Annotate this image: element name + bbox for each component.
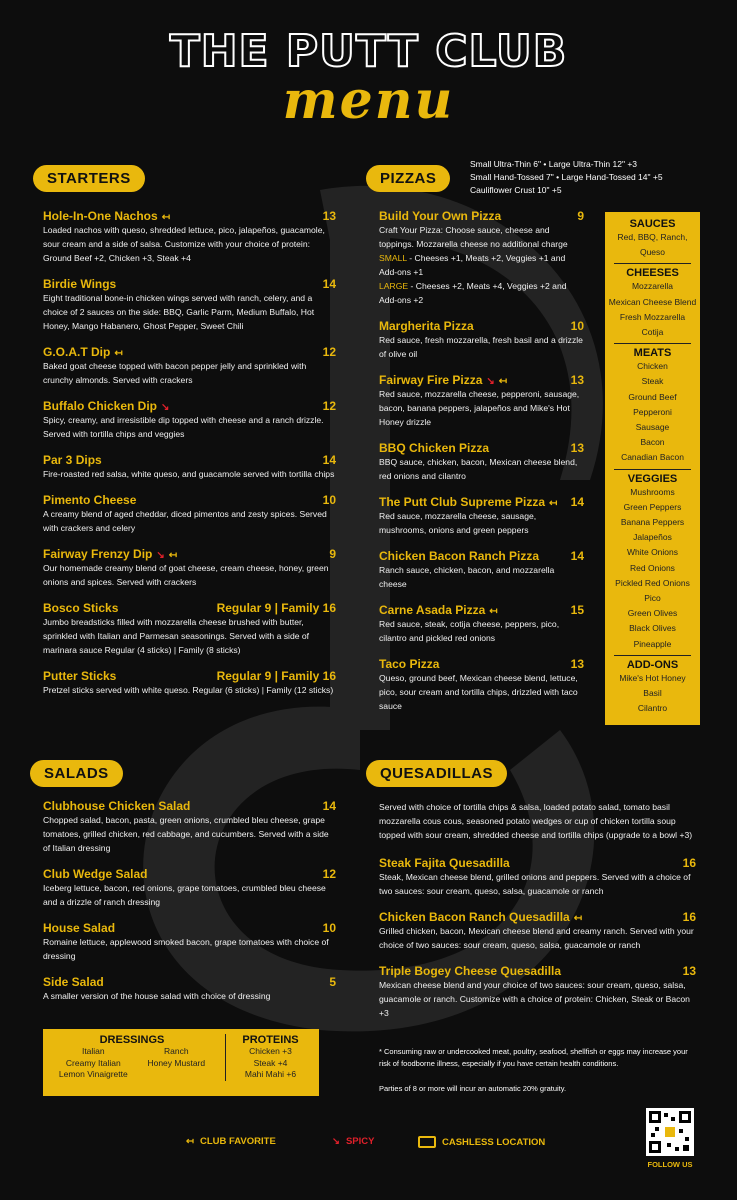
legend-spicy: ↘ SPICY [332, 1136, 375, 1147]
list-item [379, 319, 584, 361]
item-name-text: Chicken Bacon Ranch Pizza [379, 549, 540, 563]
item-price: 13 [570, 657, 584, 671]
topping-option: Red Onions [630, 562, 675, 573]
item-description: A smaller version of the house salad with choice of dressing [43, 991, 271, 1001]
item-name-text: G.O.A.T Dip [43, 345, 111, 359]
item-header [43, 975, 336, 989]
item-price: 14 [570, 549, 584, 563]
section-label-starters: STARTERS [33, 165, 145, 192]
list-item [43, 399, 336, 441]
item-name-text: Carne Asada Pizza [379, 603, 486, 617]
item-name-text: BBQ Chicken Pizza [379, 441, 490, 455]
topping-option: Black Olives [629, 623, 676, 634]
golf-flag-icon: ↤ [549, 498, 558, 509]
item-description: Steak, Mexican cheese blend, grilled onions and peppers. Served with a choice of two sauces: sour cream, queso, salsa, guacamole or ranch [379, 872, 691, 896]
food-safety-disclaimer: * Consuming raw or undercooked meat, poultry, seafood, shellfish or eggs may increase your risk of foodborne illness, especially if you have certain health conditions. [379, 1047, 688, 1068]
item-name-text: Hole-In-One Nachos [43, 209, 158, 223]
item-price: 14 [570, 495, 584, 509]
item-description: BBQ sauce, chicken, bacon, Mexican cheese blend, red onions and cilantro [379, 457, 578, 481]
legend-cashless: CASHLESS LOCATION [418, 1136, 545, 1148]
golf-flag-icon: ↤ [161, 212, 171, 223]
topping-option: Mozzarella [631, 281, 674, 292]
dressings-left: Italian Creamy Italian Lemon Vinaigrette [58, 1046, 128, 1079]
item-name [43, 453, 102, 467]
item-header [379, 441, 584, 455]
item-name [379, 603, 498, 617]
item-name [43, 399, 169, 413]
item-header [43, 921, 336, 935]
follow-us-label: FOLLOW US [647, 1160, 693, 1169]
list-item [43, 277, 336, 333]
item-description: Loaded nachos with queso, shredded lettuce, pico, jalapeños, guacamole, sour cream and a side of salsa. Customize with your choice of protein: Ground Beef +2, Chicken +3, Steak +4 [43, 225, 325, 263]
item-price: Regular 9 | Family 16 [216, 669, 336, 683]
list-item [379, 964, 696, 1020]
item-description: Eight traditional bone-in chicken wings served with ranch, celery, and a choice of 2 sauces on the side: BBQ, Garlic Parm, Medium Buffalo, Hot Honey, Mango Habanero, Ghost Pepper, Sweet Chili [43, 293, 315, 331]
dressings-proteins-box [43, 1029, 319, 1096]
list-item [43, 601, 336, 657]
topping-option: White Onions [626, 547, 679, 558]
item-name [43, 975, 104, 989]
topping-option: Pepperoni [633, 406, 672, 417]
size-pricing-small: SMALL - Cheeses +1, Meats +2, Veggies +1 and Add-ons +1 [379, 253, 566, 277]
toppings-heading: SAUCES [629, 218, 676, 230]
quesadillas-intro: Served with choice of tortilla chips & salsa, loaded potato salad, tomato basil mozzarella cous cous, seasoned potato wedges or cup of chicken tortilla soup topped with sour cream, shredded cheese and tortilla chips (upgrade to a bowl +3) [379, 802, 693, 840]
item-header [43, 601, 336, 615]
item-name [379, 319, 474, 333]
item-price: 16 [682, 856, 696, 870]
topping-option: Ground Beef [628, 391, 677, 402]
item-header [43, 799, 336, 813]
item-name-text: Birdie Wings [43, 277, 117, 291]
item-name [379, 549, 539, 563]
golf-flag-icon: ↤ [489, 606, 498, 617]
list-item [379, 373, 584, 429]
item-header [43, 493, 336, 507]
item-header [379, 657, 584, 671]
list-item [379, 441, 584, 483]
chili-pepper-icon: ↘ [156, 550, 165, 561]
item-name [43, 867, 147, 881]
item-description: Our homemade creamy blend of goat cheese, cream cheese, honey, green onions and spices. Served with crackers [43, 563, 329, 587]
item-header [379, 495, 584, 509]
size-pricing-large: LARGE - Cheeses +2, Meats +4, Veggies +2 and Add-ons +2 [379, 281, 567, 305]
item-description: Baked goat cheese topped with bacon pepper jelly and sprinkled with crunchy almonds. Served with crackers [43, 361, 307, 385]
list-item [43, 975, 336, 1003]
credit-card-icon [418, 1136, 436, 1148]
item-price: 10 [570, 319, 584, 333]
item-price: 13 [322, 209, 336, 223]
topping-option: Mike's Hot Honey [619, 672, 686, 683]
item-header [43, 345, 336, 359]
page-subtitle: menu [282, 70, 455, 131]
topping-option: Cilantro [637, 703, 668, 714]
item-name [43, 601, 118, 615]
item-header [379, 603, 584, 617]
item-name-text: Steak Fajita Quesadilla [379, 856, 510, 870]
topping-option: Pickled Red Onions [615, 577, 690, 588]
toppings-heading: VEGGIES [627, 472, 678, 485]
section-divider [614, 343, 691, 344]
item-name-text: Bosco Sticks [43, 601, 119, 615]
item-price: 13 [570, 441, 584, 455]
topping-option: Pineapple [633, 638, 672, 649]
item-header [43, 453, 336, 467]
topping-option: Banana Peppers [620, 517, 685, 528]
toppings-panel [605, 212, 700, 725]
qr-code[interactable] [646, 1108, 694, 1156]
item-name-text: Club Wedge Salad [43, 867, 148, 881]
item-name-text: Triple Bogey Cheese Quesadilla [379, 964, 562, 978]
item-price: 5 [329, 975, 336, 989]
proteins-title: PROTEINS [242, 1034, 299, 1046]
topping-option: Mushrooms [630, 486, 675, 497]
item-header [379, 856, 696, 870]
item-name [43, 547, 177, 561]
item-description: Chopped salad, bacon, pasta, green onions, crumbled bleu cheese, grape tomatoes, grilled chicken, red cabbage, and cucumbers. Served with a side of Italian dressing [43, 815, 329, 853]
item-description: Queso, ground beef, Mexican cheese blend, lettuce, pico, sour cream and tortilla chips, drizzled with taco sauce [379, 673, 578, 711]
item-price: 13 [682, 964, 696, 978]
item-header [379, 319, 584, 333]
item-header [43, 867, 336, 881]
qr-code-icon [649, 1111, 691, 1153]
section-label-salads: SALADS [30, 760, 123, 787]
legend-club-favorite: ↤ CLUB FAVORITE [186, 1136, 276, 1147]
item-description: Ranch sauce, chicken, bacon, and mozzarella cheese [379, 565, 555, 589]
section-label-quesadillas: QUESADILLAS [366, 760, 507, 787]
item-name-text: Side Salad [43, 975, 104, 989]
item-description: Spicy, creamy, and irresistible dip topped with cheese and a ranch drizzle. Served with tortilla chips and veggies [43, 415, 324, 439]
topping-option: Green Peppers [623, 501, 682, 512]
list-item [43, 867, 336, 909]
pizza-size-line: Cauliflower Crust 10" +5 [470, 185, 562, 195]
section-divider [614, 469, 691, 470]
item-header [379, 910, 696, 924]
list-item [379, 495, 584, 537]
list-item [43, 921, 336, 963]
item-name [379, 856, 510, 870]
item-name [379, 495, 557, 509]
item-name-text: Putter Sticks [43, 669, 117, 683]
item-name [379, 910, 582, 924]
item-name-text: Chicken Bacon Ranch Quesadilla [379, 910, 570, 924]
item-price: 12 [322, 345, 336, 359]
item-name-text: Pimento Cheese [43, 493, 137, 507]
item-price: 13 [570, 373, 584, 387]
toppings-heading: MEATS [633, 347, 672, 360]
item-header [379, 373, 584, 387]
item-description: Grilled chicken, bacon, Mexican cheese blend and creamy ranch. Served with your choice of two sauces: sour cream, queso, salsa, guacamole or ranch [379, 926, 694, 950]
item-name-text: Taco Pizza [379, 657, 440, 671]
item-price: 14 [322, 277, 336, 291]
topping-option: Mexican Cheese Blend [608, 296, 697, 307]
golf-flag-icon: ↤ [114, 348, 123, 359]
item-name-text: The Putt Club Supreme Pizza [379, 495, 546, 509]
item-description: Pretzel sticks served with white queso. Regular (6 sticks) | Family (12 sticks) [43, 685, 334, 695]
item-name-text: Clubhouse Chicken Salad [43, 799, 191, 813]
item-name [379, 441, 489, 455]
item-header [43, 277, 336, 291]
item-description: Red sauce, fresh mozzarella, fresh basil and a drizzle of olive oil [379, 335, 583, 359]
item-name [43, 345, 123, 359]
topping-option: Green Olives [627, 608, 678, 619]
item-name-text: Fairway Frenzy Dip [43, 547, 153, 561]
list-item [43, 669, 336, 697]
list-item [43, 453, 336, 481]
quesadillas-list [379, 800, 696, 1032]
item-price: 12 [322, 399, 336, 413]
gratuity-note: Parties of 8 or more will incur an automatic 20% gratuity. [379, 1084, 567, 1093]
item-name [379, 373, 507, 387]
item-name [43, 669, 116, 683]
pizzas-list [379, 209, 584, 725]
chili-pepper-icon: ↘ [486, 376, 495, 387]
topping-option: Jalapeños [633, 532, 672, 543]
item-header [43, 547, 336, 561]
item-price: 10 [322, 493, 336, 507]
section-divider [614, 263, 691, 264]
topping-option: Fresh Mozzarella [619, 311, 686, 322]
list-item [379, 910, 696, 952]
item-price: 14 [322, 799, 336, 813]
item-name-text: Buffalo Chicken Dip [43, 399, 158, 413]
topping-option: Bacon [640, 437, 665, 448]
item-name-text: Margherita Pizza [379, 319, 474, 333]
item-description: Red sauce, steak, cotija cheese, peppers, pico, cilantro and pickled red onions [379, 619, 560, 643]
item-price: 9 [329, 547, 336, 561]
item-price: 14 [322, 453, 336, 467]
toppings-heading: CHEESES [626, 267, 679, 280]
item-description: Iceberg lettuce, bacon, red onions, grape tomatoes, crumbled bleu cheese and a drizzle of ranch dressing [43, 883, 326, 907]
list-item [43, 799, 336, 855]
item-price: 12 [322, 867, 336, 881]
item-header [43, 209, 336, 223]
item-name: Build Your Own Pizza [379, 209, 502, 223]
page-title: THE PUTT CLUB [169, 26, 568, 77]
item-price: 15 [570, 603, 584, 617]
topping-option: Cotija [641, 327, 664, 338]
chili-pepper-icon: ↘ [332, 1136, 340, 1147]
item-header [43, 399, 336, 413]
dressings-title: DRESSINGS [99, 1034, 165, 1046]
item-name-text: Par 3 Dips [43, 453, 102, 467]
golf-flag-icon: ↤ [498, 376, 508, 387]
item-price: 9 [577, 209, 584, 223]
list-item [379, 657, 584, 713]
item-price: 10 [322, 921, 336, 935]
topping-option: Chicken [637, 361, 668, 372]
list-item [379, 549, 584, 591]
item-name [43, 493, 136, 507]
dressings-right: Ranch Honey Mustard [147, 1046, 206, 1068]
item-header [379, 964, 696, 978]
list-item [43, 209, 336, 265]
topping-option: Sausage [635, 422, 670, 433]
starters-list [43, 209, 336, 709]
list-item [379, 856, 696, 898]
item-name [43, 277, 116, 291]
toppings-heading: ADD-ONS [626, 658, 679, 671]
item-name-text: House Salad [43, 921, 116, 935]
item-header [379, 549, 584, 563]
list-item [43, 547, 336, 589]
list-item [43, 493, 336, 535]
topping-option: Canadian Bacon [621, 452, 684, 463]
topping-option: Basil [643, 688, 662, 699]
topping-option: Steak [641, 376, 664, 387]
item-description: Mexican cheese blend and your choice of two sauces: sour cream, queso, salsa, guacamole or ranch. Customize with a choice of protein: Chicken, Steak or Bacon +3 [379, 980, 690, 1018]
list-item [379, 603, 584, 645]
topping-option: Red, BBQ, Ranch, Queso [617, 232, 688, 258]
golf-flag-icon: ↤ [573, 913, 583, 924]
golf-flag-icon: ↤ [168, 550, 178, 561]
item-name [43, 209, 170, 223]
item-description: Romaine lettuce, applewood smoked bacon, grape tomatoes with choice of dressing [43, 937, 329, 961]
item-name [43, 921, 115, 935]
item-name-text: Fairway Fire Pizza [379, 373, 483, 387]
item-name [43, 799, 190, 813]
item-price: Regular 9 | Family 16 [216, 601, 336, 615]
pizza-sizes [470, 158, 663, 197]
item-description: Red sauce, mozzarella cheese, pepperoni, sausage, bacon, banana peppers, jalapeños and Mike's Hot Honey drizzle [379, 389, 580, 427]
item-name [379, 964, 561, 978]
proteins-section: PROTEINS Chicken +3 Steak +4 Mahi Mahi +6 [225, 1034, 315, 1081]
item-description: Jumbo breadsticks filled with mozzarella cheese brushed with butter, sprinkled with Italian and Parmesan seasonings. Served with a side of marinara sauce Regular (4 sticks) | Family (8 sticks) [43, 617, 310, 655]
item-description: Fire-roasted red salsa, white queso, and guacamole served with tortilla chips [43, 469, 335, 479]
golf-flag-icon: ↤ [186, 1136, 194, 1147]
pizza-size-line: Small Ultra-Thin 6" • Large Ultra-Thin 12" +3 [470, 159, 638, 169]
item-description: Craft Your Pizza: Choose sauce, cheese and toppings. Mozzarella cheese no additional charge [379, 225, 568, 249]
item-header [43, 669, 336, 683]
pizza-size-line: Small Hand-Tossed 7" • Large Hand-Tossed 14" +5 [470, 172, 663, 182]
section-divider [614, 655, 691, 656]
item-description: A creamy blend of aged cheddar, diced pimentos and zesty spices. Served with crackers and celery [43, 509, 327, 533]
list-item [43, 345, 336, 387]
item-description: Red sauce, mozzarella cheese, sausage, mushrooms, onions and green peppers [379, 511, 537, 535]
item-price: 16 [682, 910, 696, 924]
topping-option: Pico [644, 593, 661, 604]
list-item [379, 209, 584, 307]
item-name [379, 657, 439, 671]
dressings-section [49, 1034, 215, 1081]
salads-list [43, 799, 336, 1015]
chili-pepper-icon: ↘ [161, 402, 170, 413]
section-label-pizzas: PIZZAS [366, 165, 450, 192]
